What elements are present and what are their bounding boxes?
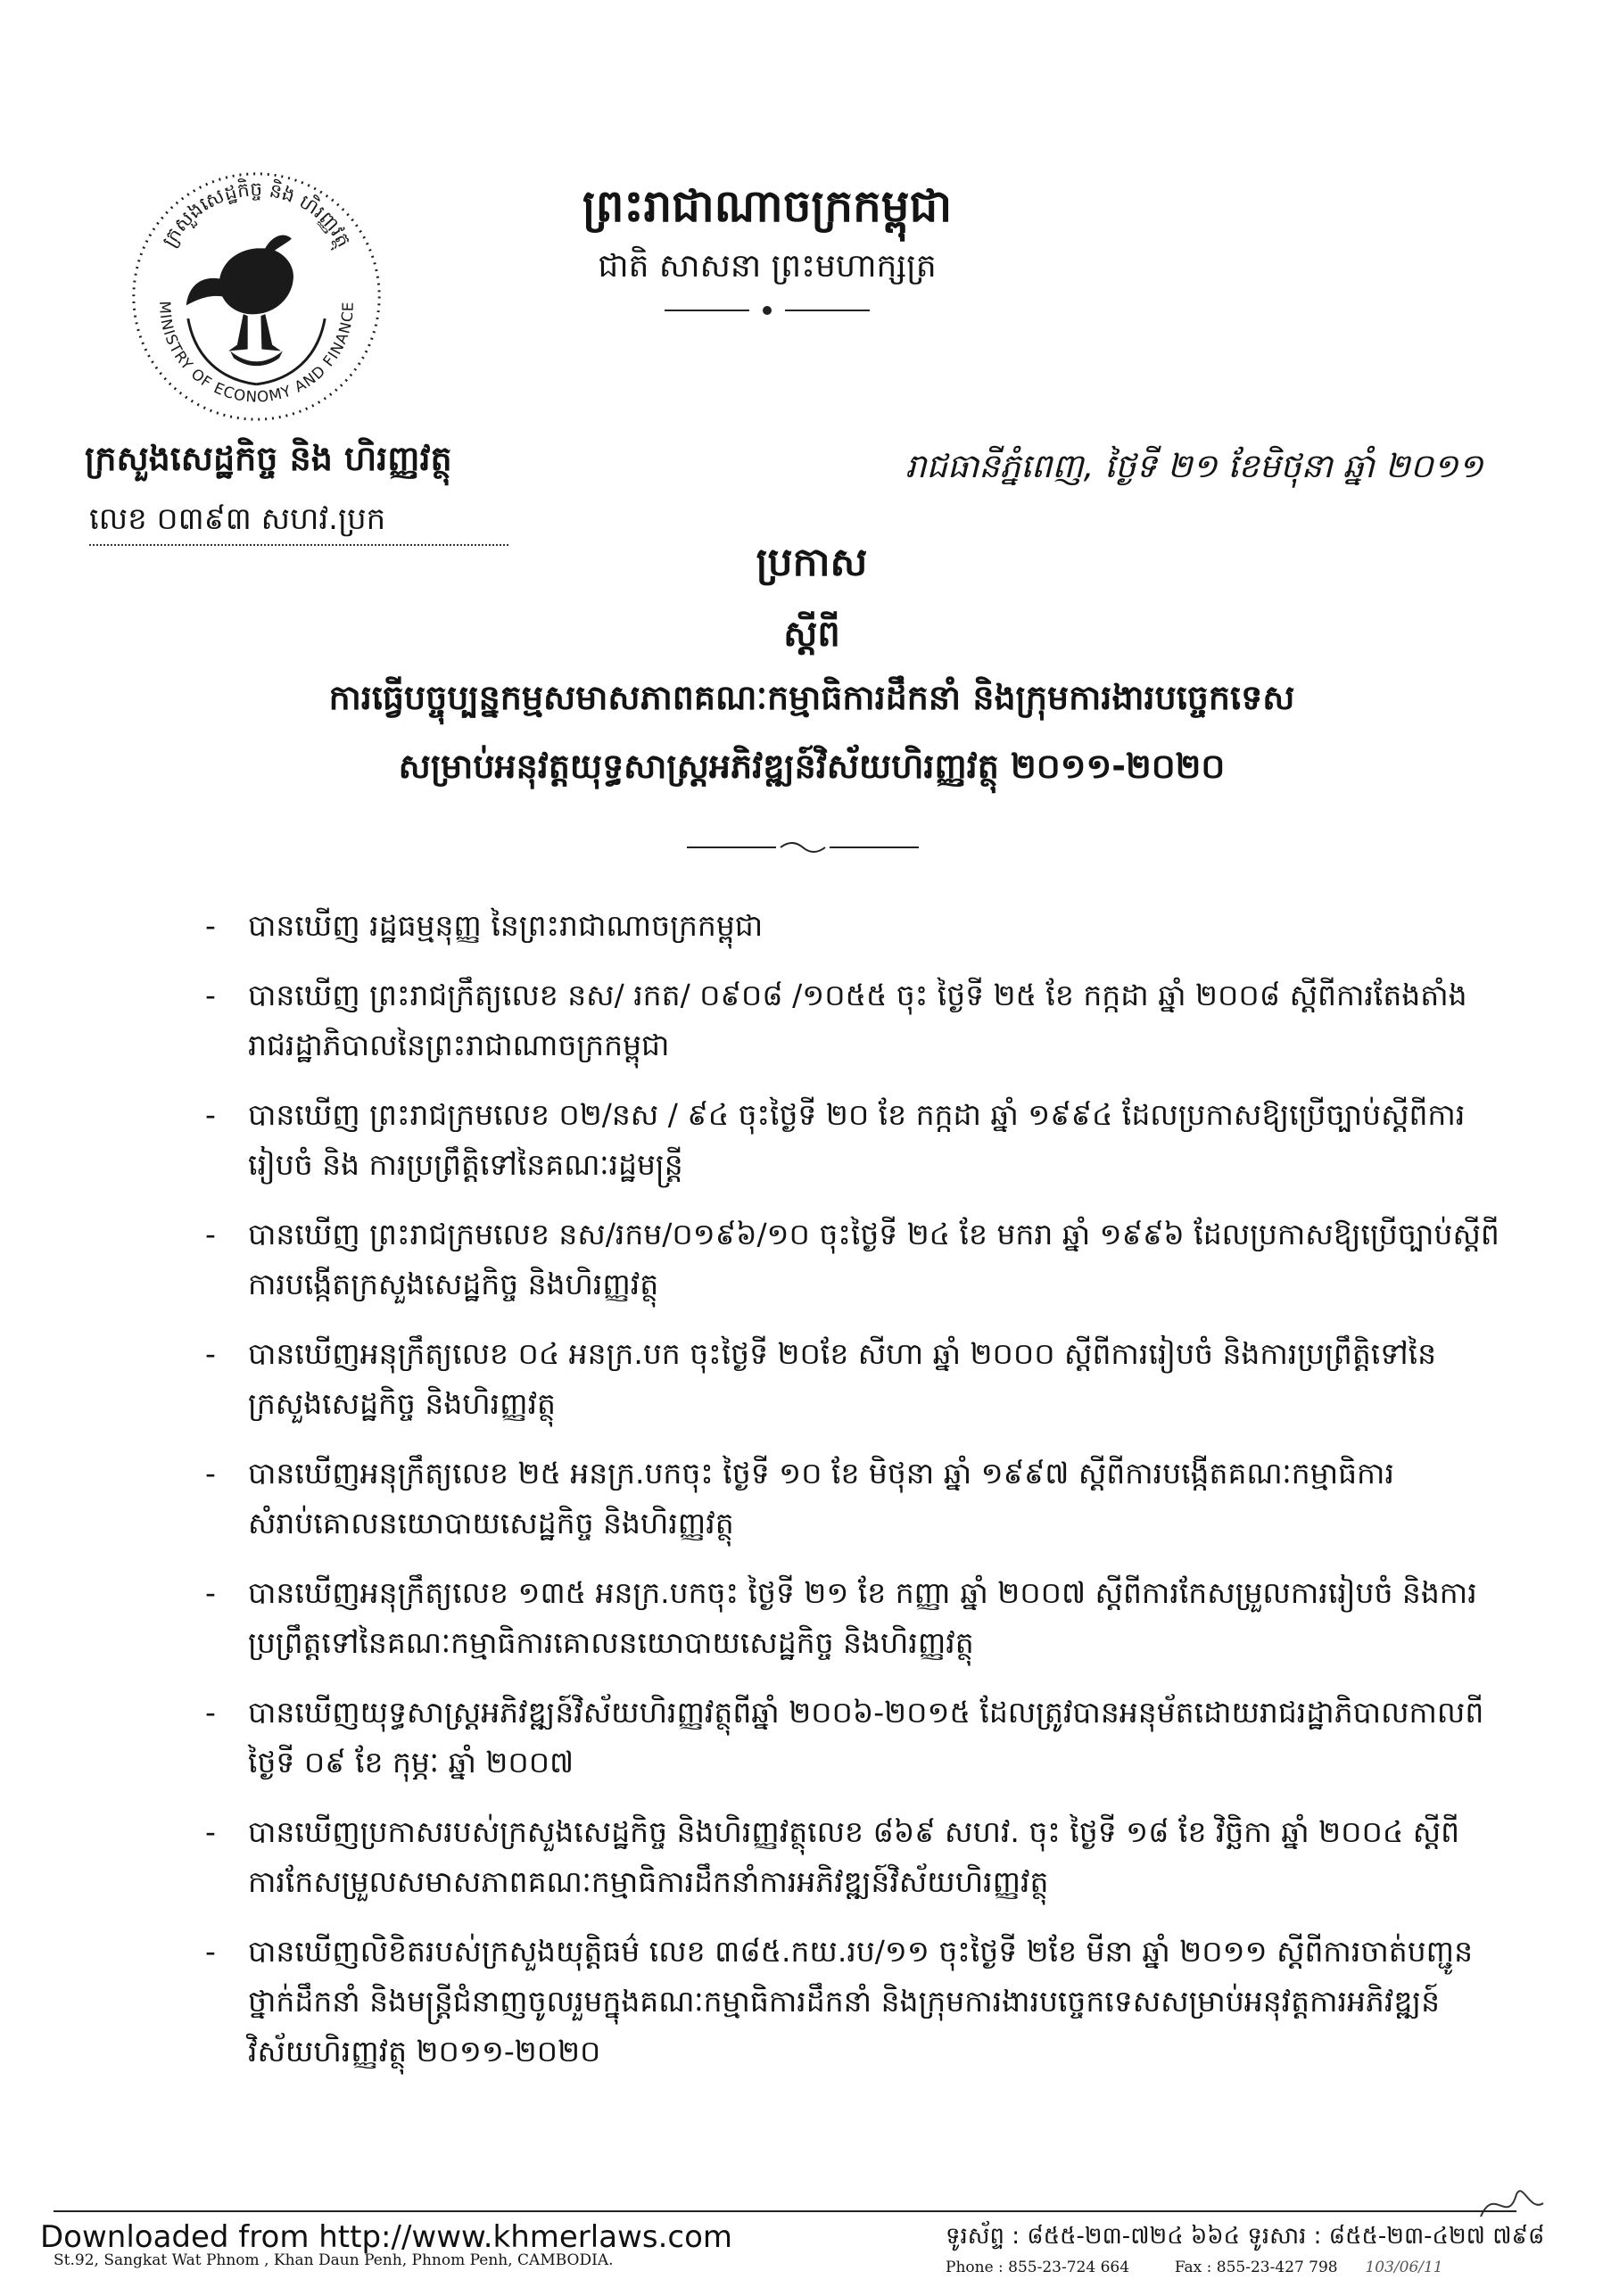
- ministry-name: ក្រសួងសេដ្ឋកិច្ច និង ហិរញ្ញវត្ថុ: [85, 439, 452, 478]
- phone-en: Phone : 855-23-724 664: [946, 2259, 1130, 2276]
- recital-item: - បានឃើញអនុក្រឹត្យលេខ ២៥ អនក្រ.បកចុះ ថ្ងៃទី ១០ ខែ មិថុនា ឆ្នាំ ១៩៩៧ ស្តីពីការបង្កើតគណៈកម្មាធិការសំរាប់គោលនយោបាយសេដ្ឋកិច្ច និងហិរញ្ញវត្ថុ: [205, 1456, 1394, 1540]
- footer-contact: [946, 2221, 1588, 2276]
- fax-en: Fax : 855-23-427 798: [1174, 2259, 1338, 2276]
- watermark-link[interactable]: Downloaded from http://www.khmerlaws.com: [40, 2219, 732, 2255]
- phone-kh: ទូរស័ព្ទ : ៨៥៥-២៣-៧២៤ ៦៦៤ ទូរសារ : ៨៥៥-២៣-៤២៧ ៧៩៨: [946, 2223, 1545, 2250]
- place-and-date: រាជធានីភ្នំពេញ, ថ្ងៃទី ២១ ខែមិថុនា ឆ្នាំ ២០១១: [905, 447, 1483, 485]
- svg-text:ក្រសួងសេដ្ឋកិច្ច និង ហិរញ្ញវត្: ក្រសួងសេដ្ឋកិច្ច និង ហិរញ្ញវត្ថុ: [158, 178, 355, 252]
- reference-number: លេខ ០៣៩៣ សហវ.ប្រក: [89, 500, 508, 546]
- handwritten-note: 103/06/11: [1365, 2259, 1443, 2276]
- recital-item: - បានឃើញអនុក្រឹត្យលេខ ១៣៥ អនក្រ.បកចុះ ថ្ងៃទី ២១ ខែ កញ្ញា ឆ្នាំ ២០០៧ ស្តីពីការកែសម្រួលការរៀបចំ និងការប្រព្រឹត្តទៅនៃគណៈកម្មាធិការគោលនយោបាយសេដ្ឋកិច្ច និងហិរញ្ញវត្ថុ: [205, 1575, 1477, 1660]
- kingdom-title: ព្រះរាជាណាចក្រកម្ពុជា: [582, 180, 953, 232]
- subject-line-2: សម្រាប់អនុវត្តយុទ្ធសាស្ត្រអភិវឌ្ឍន៍វិស័យហិរញ្ញវត្ថុ ២០១១-២០២០: [398, 747, 1226, 786]
- recital-item: - បានឃើញ ព្រះរាជក្រមលេខ ០២/នស / ៩៤ ចុះថ្ងៃទី ២០ ខែ កក្កដា ឆ្នាំ ១៩៩៤ ដែលប្រកាសឱ្យប្រើច្បាប់ស្តីពីការរៀបចំ និង ការប្រព្រឹត្តិទៅនៃគណៈរដ្ឋមន្ត្រី: [205, 1097, 1466, 1182]
- recital-item: - បានឃើញយុទ្ធសាស្ត្រអភិវឌ្ឍន៍វិស័យហិរញ្ញវត្ថុពីឆ្នាំ ២០០៦-២០១៥ ដែលត្រូវបានអនុម័តដោយរាជរដ្ឋាភិបាលកាលពីថ្ងៃទី ០៩ ខែ កុម្ភៈ ឆ្នាំ ២០០៧: [205, 1695, 1484, 1780]
- recital-item: - បានឃើញ ព្រះរាជក្រឹត្យលេខ នស/ រកត/ ០៩០៨ /១០៥៥ ចុះ ថ្ងៃទី ២៥ ខែ កក្កដា ឆ្នាំ ២០០៨ ស្តីពីការតែងតាំងរាជរដ្ឋាភិបាលនៃព្រះរាជាណាចក្រកម្ពុជា: [205, 978, 1467, 1062]
- document-concerning: ស្តីពី: [783, 614, 840, 655]
- kingdom-motto: ជាតិ សាសនា ព្រះមហាក្សត្រ: [598, 248, 937, 285]
- footer-rule: [54, 2210, 1516, 2212]
- ministry-seal: [125, 165, 388, 428]
- subject-line-1: ការធ្វើបច្ចុប្បន្នកម្មសមាសភាពគណៈកម្មាធិការដឹកនាំ និងក្រុមការងារបច្ចេកទេស: [328, 678, 1295, 717]
- recitals-list: [205, 901, 1503, 2096]
- divider-ornament: [665, 300, 870, 321]
- section-divider-ornament: [687, 837, 919, 858]
- document-type: ប្រកាស: [756, 540, 868, 585]
- bird-emblem-icon: [186, 235, 293, 367]
- seal-text: MINISTRY OF ECONOMY AND FINANCE: [156, 301, 357, 406]
- recital-item: - បានឃើញលិខិតរបស់ក្រសួងយុត្តិធម៌ លេខ ៣៨៥.កយ.រប/១១ ចុះថ្ងៃទី ២ខែ មីនា ឆ្នាំ ២០១១ ស្តីពីការចាត់បញ្ជូនថ្នាក់ដឹកនាំ និងមន្ត្រីជំនាញចូលរួមក្នុងគណៈកម្មាធិការដឹកនាំ និងក្រុមការងារបច្ចេកទេសសម្រាប់អនុវត្តការអភិវឌ្ឍន៍វិស័យហិរញ្ញវត្ថុ ២០១១-២០២០: [205, 1934, 1474, 2069]
- svg-text:MINISTRY OF ECONOMY AND FINANC: [156, 301, 357, 405]
- recital-item: - បានឃើញ រដ្ឋធម្មនុញ្ញ នៃព្រះរាជាណាចក្រកម្ពុជា: [205, 908, 764, 943]
- recital-item: - បានឃើញប្រកាសរបស់ក្រសួងសេដ្ឋកិច្ច និងហិរញ្ញវត្ថុលេខ ៨៦៩ សហវ. ចុះ ថ្ងៃទី ១៨ ខែ វិច្ឆិកា ឆ្នាំ ២០០៤ ស្តីពីការកែសម្រួលសមាសភាពគណៈកម្មាធិការដឹកនាំការអភិវឌ្ឍន៍វិស័យហិរញ្ញវត្ថុ: [205, 1814, 1460, 1899]
- recital-item: - បានឃើញអនុក្រឹត្យលេខ ០៤ អនក្រ.បក ចុះថ្ងៃទី ២០ខែ សីហា ឆ្នាំ ២០០០ ស្តីពីការរៀបចំ និងការប្រព្រឹត្តិទៅនៃក្រសួងសេដ្ឋកិច្ច និងហិរញ្ញវត្ថុ: [205, 1336, 1437, 1421]
- address-en: St.92, Sangkat Wat Phnom , Khan Daun Penh, Phnom Penh, CAMBODIA.: [54, 2251, 614, 2269]
- recital-item: - បានឃើញ ព្រះរាជក្រមលេខ នស/រកម/០១៩៦/១០ ចុះថ្ងៃទី ២៤ ខែ មករា ឆ្នាំ ១៩៩៦ ដែលប្រកាសឱ្យប្រើច្បាប់ស្តីពីការបង្កើតក្រសួងសេដ្ឋកិច្ច និងហិរញ្ញវត្ថុ: [205, 1217, 1499, 1301]
